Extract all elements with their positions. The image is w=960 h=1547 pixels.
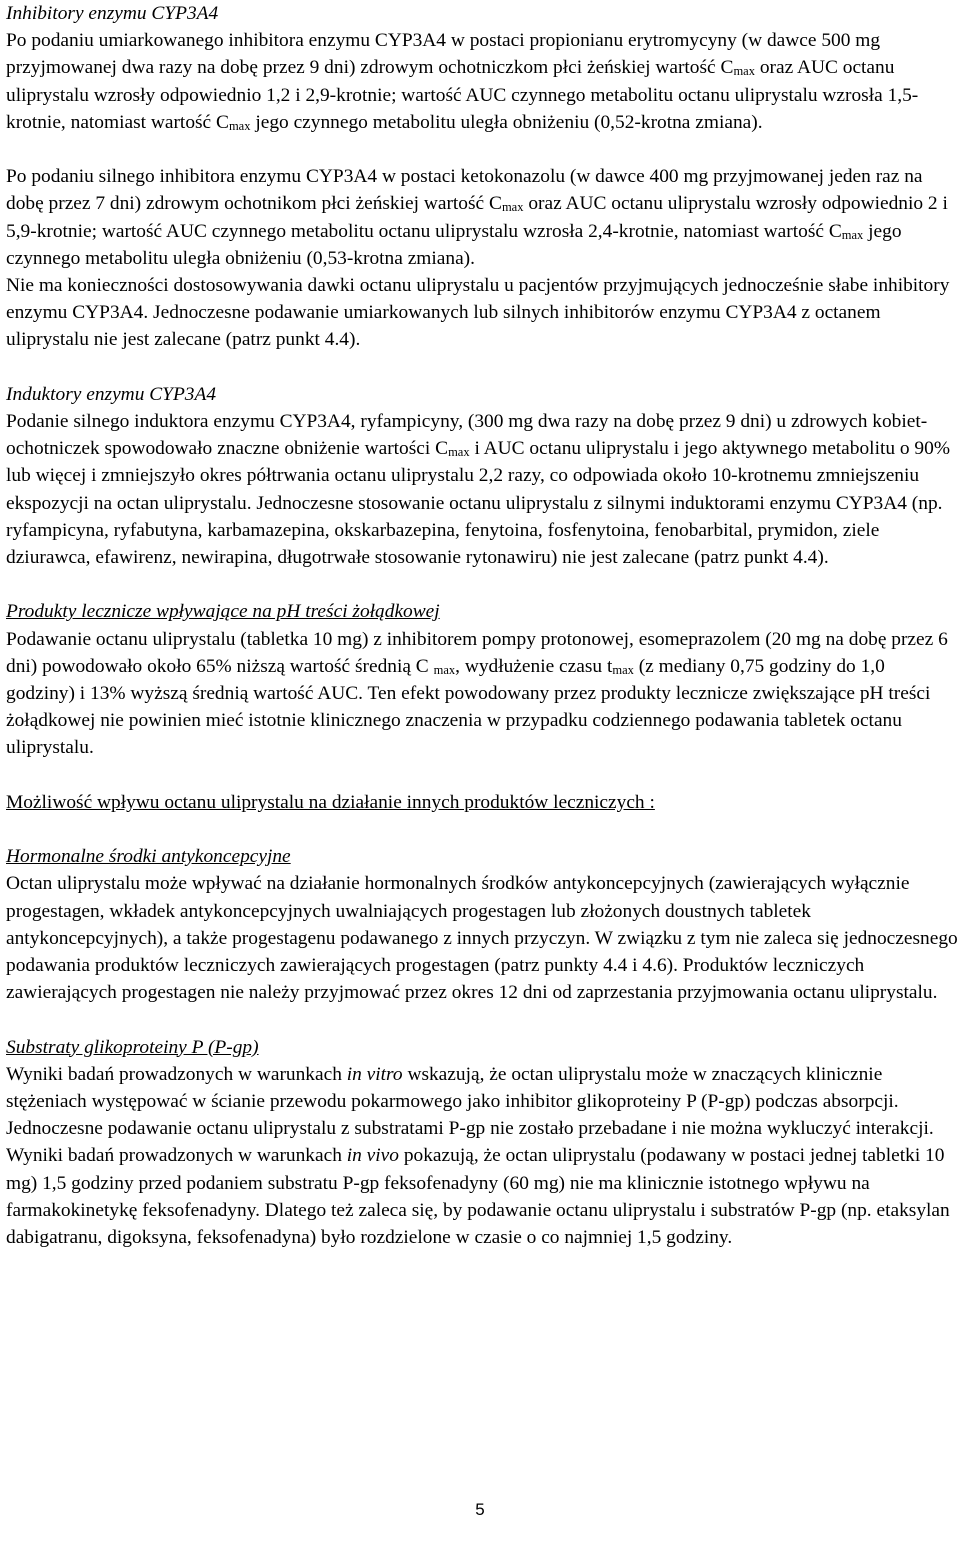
text-run: , wydłużenie czasu t	[455, 655, 613, 677]
section-heading-pgp-substrates: Substraty glikoproteiny P (P-gp)	[6, 1036, 259, 1058]
subscript-max: max	[612, 662, 634, 677]
text-run: Po podaniu umiarkowanego inhibitora enzymu CYP3A4 w postaci propionianu erytromycyny (w dawce 500 mg przyjmowanej dwa razy na dobę przez 9 dni) zdrowym ochotniczkom płci żeńskiej wartość C	[6, 30, 881, 79]
text-run: oraz AUC octanu uliprystalu wzrosły odpowiednio 2 i 5,9-krotnie; wartość AUC czynnego metabolitu octanu uliprystalu wzrosła 2,4-krotnie, natomiast wartość C	[6, 193, 948, 242]
paragraph-gap	[6, 762, 958, 789]
subscript-max: max	[841, 227, 864, 242]
text-run: Wyniki badań prowadzonych w warunkach	[6, 1063, 347, 1085]
subscript-max: max	[448, 445, 470, 460]
paragraph-gap	[6, 1006, 958, 1033]
section-heading-cyp3a4-inducers: Induktory enzymu CYP3A4	[6, 383, 217, 405]
paragraph-erythromycin	[6, 27, 958, 136]
section-heading-gastric-ph: Produkty lecznicze wpływające na pH treści żołądkowej	[6, 601, 440, 623]
paragraph-pgp	[6, 1061, 958, 1251]
section-heading-effect-on-other-products: Możliwość wpływu octanu uliprystalu na działanie innych produktów leczniczych :	[6, 791, 655, 813]
text-run: jego czynnego metabolitu uległa obniżeniu (0,53-krotna zmiana).	[6, 220, 902, 269]
paragraph-contraceptives: Octan uliprystalu może wpływać na działanie hormonalnych środków antykoncepcyjnych (zawierających wyłącznie progestagen, wkładek antykoncepcyjnych uwalniających progestagen lub złożonych doustnych tabletek antykoncepcyjnych), a także progestagenu podawanego z innych przyczyn. W związku z tym nie zaleca się jednoczesnego podawania produktów leczniczych zawierających progestagen (patrz punkty 4.4 i 4.6). Produktów leczniczych zawierających progestagen nie należy przyjmować przez okres 12 dni od zaprzestania przyjmowania octanu uliprystalu.	[6, 873, 958, 1004]
subscript-max: max	[228, 118, 251, 133]
text-run: Podawanie octanu uliprystalu (tabletka 10 mg) z inhibitorem pompy protonowej, esomeprazolem (20 mg na dobę przez 6 dni) powodowało około 65% niższą wartość średnią C	[6, 628, 948, 677]
paragraph-ketoconazole	[6, 163, 958, 272]
paragraph-esomeprazole	[6, 626, 958, 762]
section-heading-contraceptives: Hormonalne środki antykoncepcyjne	[6, 846, 291, 868]
document-page	[6, 0, 958, 1251]
paragraph-gap	[6, 816, 958, 843]
text-run: Podanie silnego induktora enzymu CYP3A4, ryfampicyny, (300 mg dwa razy na dobę przez 9 dni) u zdrowych kobiet-ochotniczek spowodowało znaczne obniżenie wartości C	[6, 411, 928, 460]
section-heading-cyp3a4-inhibitors: Inhibitory enzymu CYP3A4	[6, 3, 219, 24]
text-run: jego czynnego metabolitu uległa obniżeniu (0,52-krotna zmiana).	[250, 111, 763, 133]
subscript-max: max	[733, 64, 755, 79]
paragraph-rifampicin	[6, 408, 958, 571]
text-run: i AUC octanu uliprystalu i jego aktywnego metabolitu o 90% lub więcej i zmniejszyło okres półtrwania octanu uliprystalu 2,2 razy, co odpowiada około 10-krotnemu zmniejszeniu ekspozycji na octan uliprystalu. Jednoczesne stosowanie octanu uliprystalu z silnymi induktorami enzymu CYP3A4 (np. ryfampicyna, ryfabutyna, karbamazepina, okskarbazepina, fenytoina, fosfenytoina, fenobarbital, prymidon, ziele dziurawca, efawirenz, newirapina, długotrwałe stosowanie rytonawiru) nie jest zalecane (patrz punkt 4.4).	[6, 438, 950, 569]
text-run-italic: in vivo	[346, 1145, 399, 1167]
subscript-max: max	[433, 662, 456, 677]
paragraph-gap	[6, 354, 958, 381]
paragraph-gap	[6, 136, 958, 163]
page-number: 5	[475, 1500, 485, 1519]
paragraph-no-dose-adjustment: Nie ma konieczności dostosowywania dawki octanu uliprystalu u pacjentów przyjmujących jednocześnie słabe inhibitory enzymu CYP3A4. Jednoczesne podawanie umiarkowanych lub silnych inhibitorów enzymu CYP3A4 z octanem uliprystalu nie jest zalecane (patrz punkt 4.4).	[6, 275, 950, 351]
text-run: Po podaniu silnego inhibitora enzymu CYP3A4 w postaci ketokonazolu (w dawce 400 mg przyjmowanej jeden raz na dobę przez 7 dni) zdrowym ochotnikom płci żeńskiej wartość C	[6, 166, 923, 215]
paragraph-gap	[6, 571, 958, 598]
text-run: (z mediany 0,75 godziny do 1,0 godziny) i 13% wyższą średnią wartość AUC. Ten efekt powodowany przez produkty lecznicze zwiększające pH treści żołądkowej nie powinien mieć istotnie klinicznego znaczenia w przypadku codziennego podawania tabletek octanu uliprystalu.	[6, 655, 931, 759]
text-run: oraz AUC octanu uliprystalu wzrosły odpowiednio 1,2 i 2,9-krotnie; wartość AUC czynnego metabolitu octanu uliprystalu wzrosła 1,5-krotnie, natomiast wartość C	[6, 57, 919, 133]
subscript-max: max	[501, 200, 524, 215]
text-run: wskazują, że octan uliprystalu może w znaczących klinicznie stężeniach występować w ścianie przewodu pokarmowego jako inhibitor glikoproteiny P (P-gp) podczas absorpcji. Jednoczesne podawanie octanu uliprystalu z substratami P-gp nie zostało przebadane i nie można wykluczyć interakcji. Wyniki badań prowadzonych w warunkach	[6, 1063, 934, 1167]
text-run: pokazują, że octan uliprystalu (podawany w postaci jednej tabletki 10 mg) 1,5 godziny przed podaniem substratu P-gp feksofenadyny (60 mg) nie ma klinicznie istotnego wpływu na farmakokinetykę feksofenadyny. Dlatego też zaleca się, by podawanie octanu uliprystalu i substratów P-gp (np. etaksylan dabigatranu, digoksyna, feksofenadyna) było rozdzielone w czasie o co najmniej 1,5 godziny.	[6, 1145, 950, 1249]
text-run-italic: in vitro	[346, 1063, 403, 1085]
